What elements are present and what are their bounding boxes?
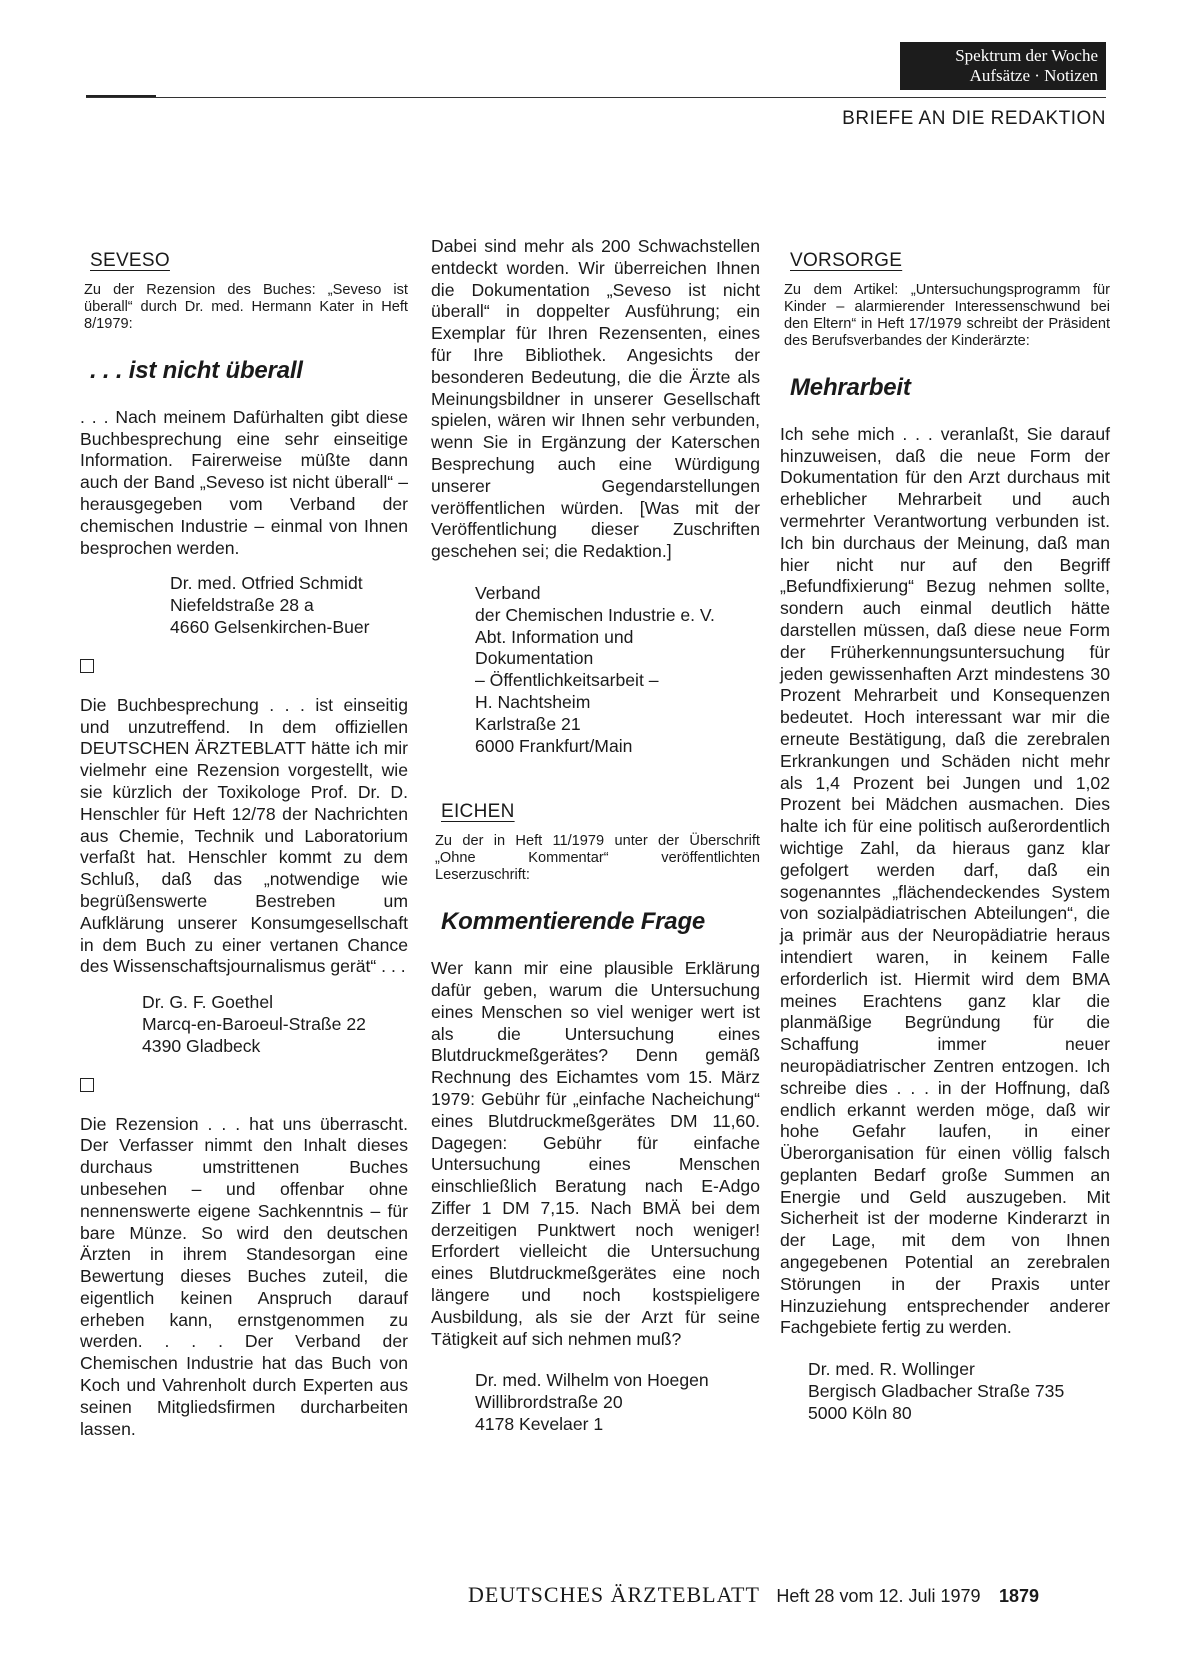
- signature-block: [170, 573, 408, 638]
- signature-block: [475, 1370, 760, 1435]
- page-footer: [468, 1582, 1039, 1608]
- signature-block: [475, 583, 760, 757]
- section-header: BRIEFE AN DIE REDAKTION: [842, 108, 1106, 129]
- signature-line: Dokumentation: [475, 648, 594, 669]
- intro-text: Zu der in Heft 11/1979 unter der Überschrift „Ohne Kommentar“ veröffentlichten Leserzuschrift:: [435, 833, 760, 884]
- publication-name: DEUTSCHES ÄRZTEBLATT: [468, 1582, 760, 1607]
- headline: . . . ist nicht überall: [90, 356, 303, 384]
- signature-name: Dr. med. Otfried Schmidt: [170, 573, 363, 594]
- letter-body: Die Rezension . . . hat uns überrascht. Der Verfasser nimmt den Inhalt dieses durchaus umstrittenen Buches unbesehen – und offenbar ohne nennenswerte eigene Sachkenntnis – für bare Münze. So wird den deutschen Ärzten in ihrem Standesorgan eine Bewertung dieses Buches zuteil, die eigentlich keinen Anspruch darauf erheben kann, ernstgenommen zu werden. . . . Der Verband der Chemischen Industrie hat das Buch von Koch und Vahrenholt durch Experten aus seinen Mitgliedsfirmen durcharbeiten lassen.: [80, 1113, 408, 1439]
- page-number: 1879: [998, 1586, 1040, 1606]
- signature-name: Dr. med. Wilhelm von Hoegen: [475, 1370, 709, 1391]
- signature-line: Abt. Information und: [475, 626, 634, 647]
- signature-city: 4660 Gelsenkirchen-Buer: [170, 616, 370, 637]
- signature-name: Dr. G. F. Goethel: [142, 992, 274, 1013]
- signature-city: 5000 Köln 80: [808, 1402, 912, 1423]
- separator-square: [80, 1078, 94, 1092]
- column-3: [780, 250, 1110, 1425]
- signature-line: H. Nachtsheim: [475, 691, 591, 712]
- headline: Kommentierende Frage: [441, 908, 706, 936]
- signature-block: [142, 992, 408, 1057]
- intro-text: Zu der Rezension des Buches: „Seveso ist überall“ durch Dr. med. Hermann Kater in Heft 8/1979:: [84, 281, 408, 332]
- section-title-vorsorge: VORSORGE: [790, 250, 903, 271]
- header-rule: [86, 97, 1106, 98]
- issue-info: Heft 28 vom 12. Juli 1979: [776, 1586, 981, 1606]
- signature-line: Karlstraße 21: [475, 713, 581, 734]
- section-title-seveso: SEVESO: [90, 250, 170, 271]
- section-title-eichen: EICHEN: [441, 801, 515, 823]
- signature-line: – Öffentlichkeitsarbeit –: [475, 670, 659, 691]
- column-1: [80, 250, 408, 1440]
- signature-street: Willibrordstraße 20: [475, 1392, 623, 1413]
- signature-line: der Chemischen Industrie e. V.: [475, 604, 715, 625]
- letter-body-continued: Dabei sind mehr als 200 Schwachstellen entdeckt worden. Wir überreichen Ihnen die Dokumentation „Seveso ist nicht überall“ in doppelter Ausführung; ein Exemplar für Ihren Rezensenten, eines für Ihre Bibliothek. Angesichts der besonderen Bedeutung, die die Ärzte als Meinungsbildner in unserer Gesellschaft spielen, wären wir Ihnen sehr verbunden, wenn Sie in Ergänzung der Katerschen Besprechung auch eine Würdigung unserer Gegendarstellungen veröffentlichen würden. [Was mit der Veröffentlichung dieser Zuschriften geschehen sei; die Redaktion.]: [431, 236, 760, 562]
- letter-body: Die Buchbesprechung . . . ist einseitig und unzutreffend. In dem offiziellen DEUTSCHEN ÄRZTEBLATT hätte ich mir vielmehr eine Rezension vorgestellt, wie sie kürzlich der Toxikologe Prof. Dr. D. Henschler für Heft 12/78 der Nachrichten aus Chemie, Technik und Laboratorium verfaßt hat. Henschler kommt zu dem Schluß, daß das „notwendige wie begrüßenswerte Bestreben um Aufklärung unserer Konsumgesellschaft in dem Buch zu einer vertanen Chance des Wissenschaftsjournalismus gerät“ . . .: [80, 694, 408, 977]
- signature-city: 4390 Gladbeck: [142, 1035, 261, 1056]
- headline: Mehrarbeit: [790, 373, 911, 401]
- masthead-line1: Spektrum der Woche: [955, 46, 1098, 65]
- masthead-badge: [900, 42, 1106, 90]
- signature-street: Bergisch Gladbacher Straße 735: [808, 1381, 1065, 1402]
- signature-street: Marcq-en-Baroeul-Straße 22: [142, 1013, 366, 1034]
- masthead-line2: Aufsätze · Notizen: [969, 66, 1098, 85]
- letter-body: Wer kann mir eine plausible Erklärung dafür geben, warum die Untersuchung eines Menschen so viel weniger wert ist als die Untersuchung eines Blutdruckmeßgerätes? Denn gemäß Rechnung des Eichamtes vom 15. März 1979: Gebühr für „einfache Nacheichung“ eines Blutdruckmeßgerätes DM 11,60. Dagegen: Gebühr für einfache Untersuchung eines Menschen einschließlich Beratung nach E-Adgo Ziffer 1 DM 7,15. Nach BMÄ bei dem derzeitigen Punktwert noch weniger! Erfordert vielleicht die Untersuchung eines Blutdruckmeßgerätes eine noch längere und noch kostspieligere Ausbildung, als sie der Arzt für seine Tätigkeit auf sich nehmen muß?: [431, 958, 760, 1349]
- signature-name: Dr. med. R. Wollinger: [808, 1359, 975, 1380]
- signature-block: [808, 1359, 1110, 1424]
- signature-city: 4178 Kevelaer 1: [475, 1414, 604, 1435]
- signature-line: 6000 Frankfurt/Main: [475, 735, 633, 756]
- signature-street: Niefeldstraße 28 a: [170, 595, 314, 616]
- letter-body: . . . Nach meinem Dafürhalten gibt diese Buchbesprechung eine sehr einseitige Information. Fairerweise müßte dann auch der Band „Seveso ist nicht überall“ – herausgegeben vom Verband der chemischen Industrie – einmal von Ihnen besprochen werden.: [80, 406, 408, 558]
- intro-text: Zu dem Artikel: „Untersuchungsprogramm für Kinder – alarmierender Interessenschwund bei den Eltern“ in Heft 17/1979 schreibt der Präsident des Berufsverbandes der Kinderärzte:: [784, 281, 1110, 349]
- column-2: [431, 236, 760, 1436]
- separator-square: [80, 659, 94, 673]
- letter-body: Ich sehe mich . . . veranlaßt, Sie darauf hinzuweisen, daß die neue Form der Dokumentation für den Arzt durchaus mit erheblicher Mehrarbeit und auch vermehrter Verantwortung verbunden ist. Ich bin durchaus der Meinung, daß man hier nicht nur auf den Begriff „Befundfixierung“ Bezug nehmen sollte, sondern auch einmal deutlich hätte darstellen müssen, daß diese neue Form der Früherkennungsuntersuchung für jeden gewissenhaften Arzt mindestens 30 Prozent Mehrarbeit und Konsequenzen bedeutet. Hoch interessant war mir die erneute Bestätigung, daß die zerebralen Erkrankungen und Schäden nicht mehr als 1,4 Prozent bei Jungen und 1,02 Prozent bei Mädchen ausmachen. Dies halte ich für eine politisch außerordentlich wichtige Zahl, da hieraus ganz klar gefolgert werden darf, daß ein sogenanntes „flächendeckendes System von sozialpädiatrischen Abteilungen“, die ja primär aus der Neuropädiatrie heraus intendiert waren, in keinem Falle erforderlich ist. Hiermit wird dem BMA meines Erachtens ganz klar die planmäßige Begründung für die Schaffung immer neuer neuropädiatrischer Zentren entzogen. Ich schreibe dies . . . in der Hoffnung, daß endlich erkannt werden möge, daß wir hohe Gefahr laufen, in einer Überorganisation für einen völlig falsch geplanten Bedarf große Summen an Energie und Geld auszugeben. Mit Sicherheit ist der moderne Kinderarzt in der Lage, mit dem von Ihnen angegebenen Potential an zerebralen Störungen in der Praxis unter Hinzuziehung entsprechender anderer Fachgebiete fertig zu werden.: [780, 423, 1110, 1338]
- signature-line: Verband: [475, 582, 541, 603]
